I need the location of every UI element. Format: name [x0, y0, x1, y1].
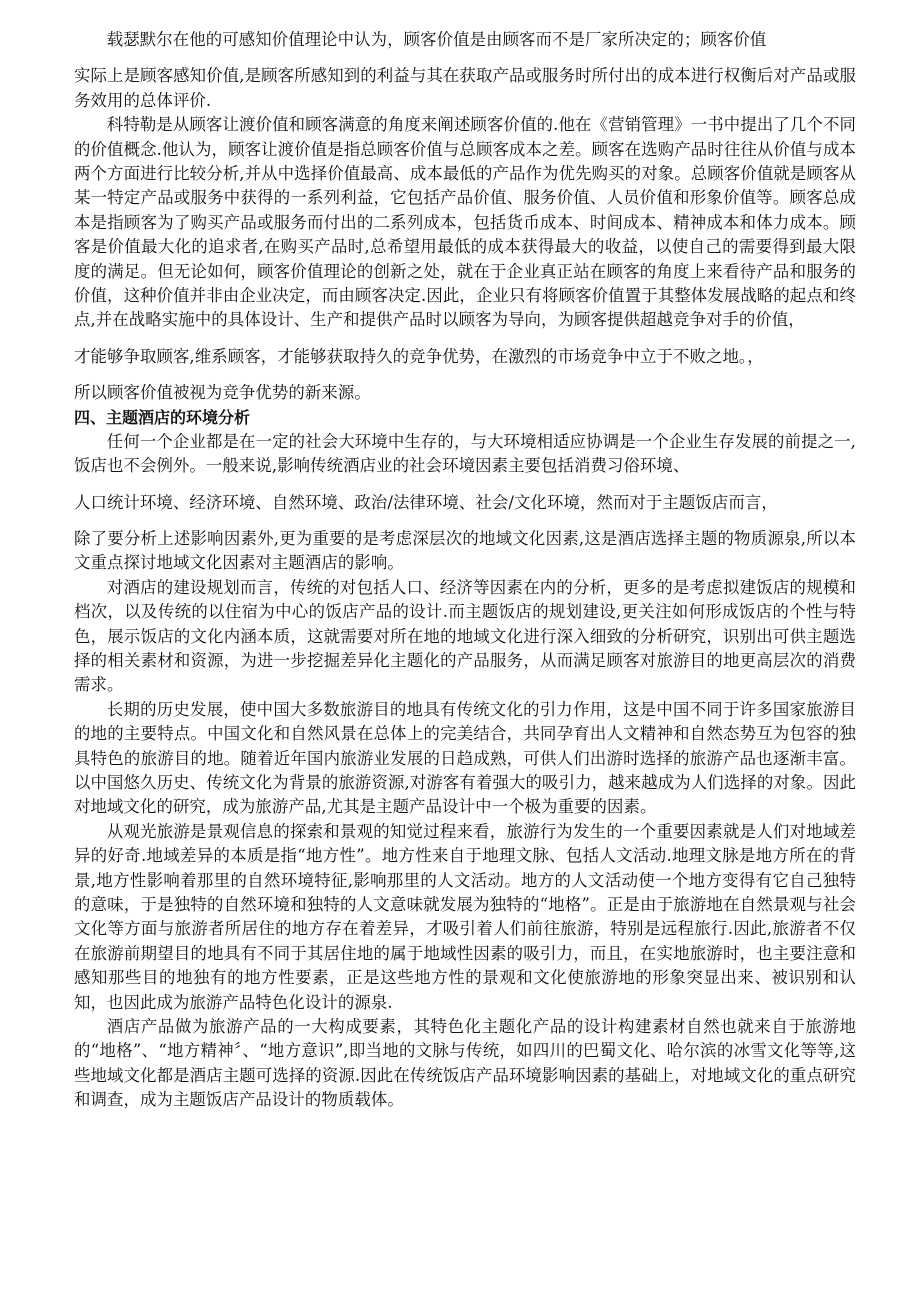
paragraph-line: 才能够争取顾客,维系顾客，才能够获取持久的竞争优势，在激烈的市场竞争中立于不败之地。，: [74, 346, 764, 366]
paragraph-perceived-value-cont: [74, 64, 856, 113]
paragraph-environment: [74, 430, 856, 479]
paragraph-line: 任何一个企业都是在一定的社会大环境中生存的，与大环境相适应协调是一个企业生存发展的前提之一,饭店也不会例外。一般来说,影响传统酒店业的社会环境因素主要包括消费习俗环境、: [74, 431, 856, 476]
paragraph-line: 除了要分析上述影响因素外,更为重要的是考虑深层次的地域文化因素,这是酒店选择主题的物质源泉,所以本文重点探讨地域文化因素对主题酒店的影响。: [74, 528, 856, 573]
paragraph-kotler-cont: [74, 345, 856, 369]
paragraph-planning: [74, 576, 856, 698]
paragraph-text: 长期的历史发展，使中国大多数旅游目的地具有传统文化的引力作用，这是中国不同于许多国家旅游目的地的主要特点。中国文化和自然风景在总体上的完美结合，共同孕育出人文精神和自然态势互为包容的独具特色的旅游目的地。随着近年国内旅游业发展的日趋成熟，可供人们出游时选择的旅游产品也逐渐丰富。以中国悠久历史、传统文化为背景的旅游资源,对游客有着强大的吸引力，越来越成为人们选择的对象。因此对地域文化的研究，成为旅游产品,尤其是主题产品设计中一个极为重要的因素。: [74, 699, 856, 817]
paragraph-text: 从观光旅游是景观信息的探索和景观的知觉过程来看，旅游行为发生的一个重要因素就是人们对地域差异的好奇.地域差异的本质是指“地方性”。地方性来自于地理文脉、包括人文活动.地理文脉是地方所在的背景,地方性影响着那里的自然环境特征,影响那里的人文活动。地方的人文活动使一个地方变得有它自己独特的意味，于是独特的自然环境和独特的人文意味就发展为独特的“地格”。正是由于旅游地在自然景观与社会文化等方面与旅游者所居住的地方存在着差异，才吸引着人们前往旅游，特别是远程旅行.因此,旅游者不仅在旅游前期望目的地具有不同于其居住地的属于地域性因素的吸引力，而且，在实地旅游时，也主要注意和感知那些目的地独有的地方性要素，正是这些地方性的景观和文化使旅游地的形象突显出来、被识别和认知，也因此成为旅游产品特色化设计的源泉.: [74, 821, 856, 1012]
paragraph-line: 人口统计环境、经济环境、自然环境、政治/法律环境、社会/文化环境，然而对于主题饭店而言，: [74, 492, 778, 512]
paragraph-text: 科特勒是从顾客让渡价值和顾客满意的角度来阐述顾客价值的.他在《营销管理》一书中提出了几个不同的价值概念.他认为，顾客让渡价值是指总顾客价值与总顾客成本之差。顾客在选购产品时往往从价值与成本两个方面进行比较分析,并从中选择价值最高、成本最低的产品作为优先购买的对象。总顾客价值就是顾客从某一特定产品或服务中获得的一系列利益，它包括产品价值、服务价值、人员价值和形象价值等。顾客总成本是指顾客为了购买产品或服务而付出的二系列成本，包括货币成本、时间成本、精神成本和体力成本。顾客是价值最大化的追求者,在购买产品时,总希望用最低的成本获得最大的收益，以使自己的需要得到最大限度的满足。但无论如何，顾客价值理论的创新之处，就在于企业真正站在顾客的角度上来看待产品和服务的价值，这种价值并非由企业决定，而由顾客决定.因此，企业只有将顾客价值置于其整体发展战略的起点和终点,并在战略实施中的具体设计、生产和提供产品时以顾客为导向，为顾客提供超越竞争对手的价值，: [74, 115, 856, 330]
paragraph-locality: [74, 820, 856, 1015]
paragraph-environment-cont: [74, 491, 856, 515]
paragraph-history: [74, 698, 856, 820]
paragraph-kotler: [74, 113, 856, 333]
paragraph-hotel-product: [74, 1015, 856, 1113]
paragraph-text: 酒店产品做为旅游产品的一大构成要素，其特色化主题化产品的设计构建素材自然也就来自于旅游地的“地格”、“地方精神〞、“地方意识”,即当地的文脉与传统，如四川的巴蜀文化、哈尔滨的冰雪文化等等,这些地域文化都是酒店主题可选择的资源.因此在传统饭店产品环境影响因素的基础上，对地域文化的重点研究和调查，成为主题饭店产品设计的物质载体。: [74, 1017, 856, 1110]
document-page: [74, 28, 856, 1113]
paragraph-line: 载瑟默尔在他的可感知价值理论中认为，顾客价值是由顾客而不是厂家所决定的；顾客价值: [106, 30, 767, 49]
paragraph-line: 所以顾客价值被视为竞争优势的新来源。: [74, 383, 371, 403]
section-heading: 四、主题酒店的环境分析: [74, 407, 251, 427]
paragraph-kotler-end: [74, 381, 856, 405]
paragraph-line: 实际上是顾客感知价值,是顾客所感知到的利益与其在获取产品或服务时所付出的成本进行权衡后对产品或服务效用的总体评价.: [74, 66, 856, 110]
paragraph-perceived-value: [74, 28, 856, 52]
paragraph-environment-end: [74, 527, 856, 576]
paragraph-text: 对酒店的建设规划而言，传统的对包括人口、经济等因素在内的分析，更多的是考虑拟建饭店的规模和档次，以及传统的以住宿为中心的饭店产品的设计.而主题饭店的规划建设,更关注如何形成饭店的个性与特色，展示饭店的文化内涵本质，这就需要对所在地的地域文化进行深入细致的分析研究，识别出可供主题选择的相关素材和资源，为进一步挖掘差异化主题化的产品服务，从而满足顾客对旅游目的地更高层次的消费需求。: [74, 577, 856, 695]
